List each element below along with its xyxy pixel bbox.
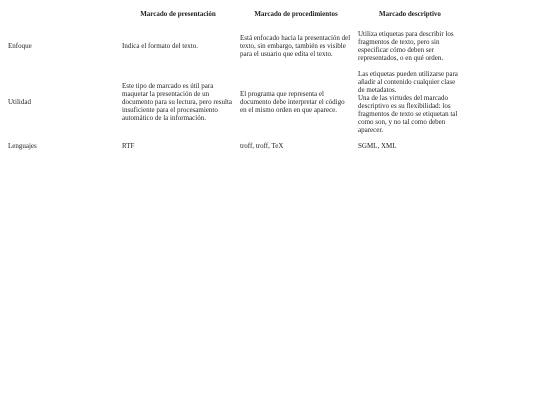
cell-text: RTF bbox=[122, 142, 135, 150]
header-procedural-markup: Marcado de procedimientos bbox=[254, 10, 338, 18]
table-header-row bbox=[6, 6, 464, 23]
cell-utilidad-descriptive bbox=[356, 69, 464, 135]
cell-lenguajes-presentation bbox=[120, 137, 236, 155]
header-empty-cell bbox=[6, 6, 118, 23]
cell-text: El programa que representa el documento debe interpretar el código en el mismo orden en que aparece. bbox=[240, 90, 345, 114]
markup-comparison-table bbox=[4, 4, 466, 157]
table-row-lenguajes bbox=[6, 137, 464, 155]
cell-enfoque-descriptive bbox=[356, 25, 464, 67]
cell-text: Este tipo de marcado es útil para maquetar la presentación de un documento para su lectura, pero resulta insuficiente para el procesamiento automático de la información. bbox=[122, 82, 233, 122]
cell-text: Las etiquetas pueden utilizarse para añadir al contenido cualquier clase de metadatos. Una de las virtudes del marcado descriptivo es su flexibilidad: los fragmentos de texto se etiquetan tal como son, y no tal como deben aparecer. bbox=[358, 70, 458, 134]
cell-enfoque-presentation bbox=[120, 25, 236, 67]
cell-text: Utiliza etiquetas para describir los fragmentos de texto, pero sin especificar cómo deben ser representados, o en qué orden. bbox=[358, 30, 454, 62]
row-label-lenguajes: Lenguajes bbox=[8, 142, 37, 150]
cell-utilidad-procedural bbox=[238, 69, 354, 135]
cell-lenguajes-procedural bbox=[238, 137, 354, 155]
cell-text: SGML, XML bbox=[358, 142, 397, 150]
header-presentation-markup: Marcado de presentación bbox=[140, 10, 216, 18]
cell-text: Está enfocado hacia la presentación del texto, sin embargo, también es visible para el usuario que edita el texto. bbox=[240, 34, 351, 58]
table-row-utilidad bbox=[6, 69, 464, 135]
row-label-utilidad: Utilidad bbox=[8, 98, 31, 106]
cell-lenguajes-descriptive bbox=[356, 137, 464, 155]
cell-text: troff, troff, TeX bbox=[240, 142, 284, 150]
table-row-enfoque bbox=[6, 25, 464, 67]
row-label-enfoque: Enfoque bbox=[8, 42, 32, 50]
cell-enfoque-procedural bbox=[238, 25, 354, 67]
cell-text: Indica el formato del texto. bbox=[122, 42, 198, 50]
header-descriptive-markup: Marcado descriptivo bbox=[379, 10, 441, 18]
cell-utilidad-presentation bbox=[120, 69, 236, 135]
